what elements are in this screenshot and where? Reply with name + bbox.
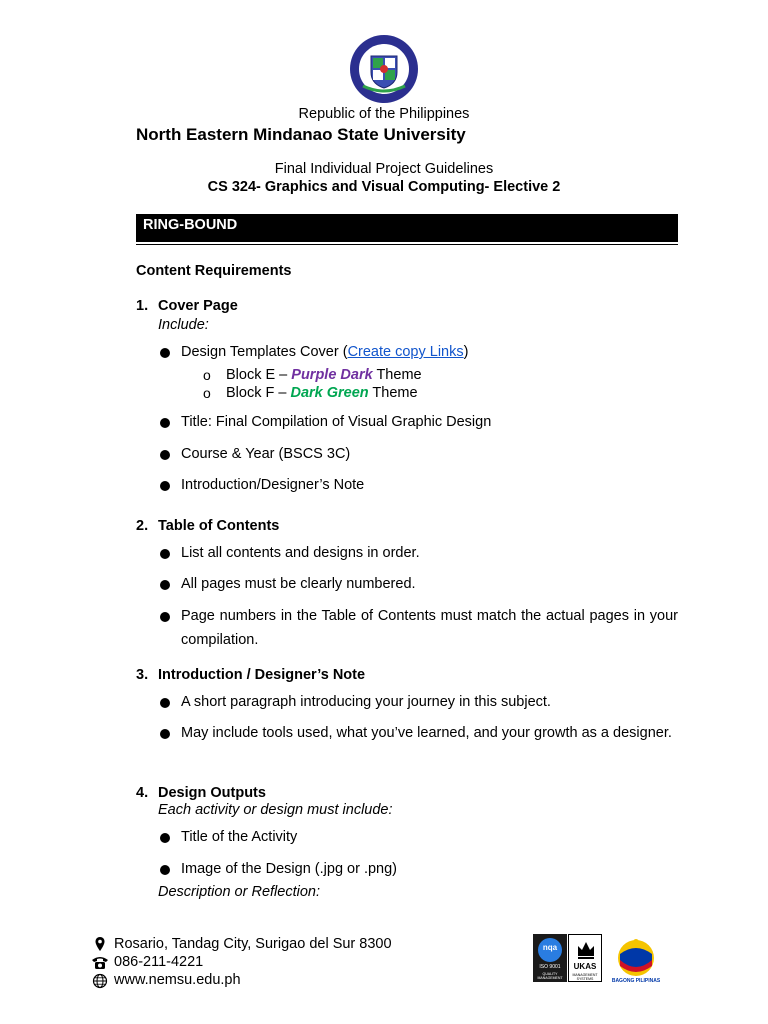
footer-phone: 086-211-4221 — [114, 954, 204, 970]
ukas-logo — [568, 934, 602, 982]
guidelines-title: Final Individual Project Guidelines — [274, 161, 494, 177]
sub-list-item — [226, 385, 418, 401]
banner-underline — [136, 244, 678, 245]
bullet-icon — [160, 729, 170, 739]
section-2-title: Table of Contents — [158, 518, 280, 534]
section-4-title: Design Outputs — [158, 785, 266, 801]
course-title: CS 324- Graphics and Visual Computing- Elective 2 — [207, 179, 561, 195]
section-1-title: Cover Page — [158, 298, 238, 314]
iso-logo-subtext: QUALITY MANAGEMENT — [537, 972, 563, 980]
section-4-intro: Each activity or design must include: — [158, 802, 393, 818]
sub-list-text: Block F – — [226, 385, 291, 401]
list-item: Title: Final Compilation of Visual Graphic Design — [181, 414, 492, 430]
sub-list-text: Block E – — [226, 367, 292, 383]
bullet-icon — [160, 450, 170, 460]
list-item: Course & Year (BSCS 3C) — [181, 446, 351, 462]
section-1-intro: Include: — [158, 317, 209, 333]
bagong-pilipinas-logo — [612, 934, 660, 978]
telephone-icon — [90, 954, 110, 970]
republic-line: Republic of the Philippines — [298, 106, 470, 122]
university-name: North Eastern Mindanao State University — [136, 125, 466, 144]
iso-logo-text: nqa — [542, 943, 558, 952]
iso-certification-logo — [533, 934, 567, 982]
sub-list-text: Theme — [372, 367, 422, 383]
university-seal-logo — [349, 34, 419, 104]
section-1-number: 1. — [136, 298, 149, 314]
bagong-pilipinas-text: BAGONG PILIPINAS — [611, 978, 661, 984]
section-4-closing: Description or Reflection: — [158, 884, 320, 900]
ukas-logo-subtext: MANAGEMENT SYSTEMS — [572, 973, 598, 981]
list-item: Image of the Design (.jpg or .png) — [181, 861, 398, 877]
bullet-icon — [160, 833, 170, 843]
sub-list-text: Theme — [368, 385, 418, 401]
bullet-icon — [160, 612, 170, 622]
list-item: Title of the Activity — [181, 829, 298, 845]
purple-theme-label: Purple Dark — [291, 367, 373, 383]
iso-logo-text: ISO 9001 — [539, 964, 561, 970]
bullet-icon — [160, 348, 170, 358]
list-item: May include tools used, what you’ve learned, and your growth as a designer. — [181, 725, 672, 741]
section-3-number: 3. — [136, 667, 149, 683]
globe-icon — [92, 973, 108, 989]
crown-icon — [576, 938, 596, 960]
bullet-icon — [160, 549, 170, 559]
bullet-icon — [160, 481, 170, 491]
bullet-icon — [160, 698, 170, 708]
section-3-title: Introduction / Designer’s Note — [158, 667, 366, 683]
green-theme-label: Dark Green — [290, 385, 369, 401]
list-item: Page numbers in the Table of Contents must match the actual pages in your compilation. — [181, 608, 678, 648]
list-item: List all contents and designs in order. — [181, 545, 420, 561]
location-pin-icon — [92, 936, 108, 952]
ukas-logo-text: UKAS — [573, 962, 597, 971]
banner-label: RING-BOUND — [143, 217, 238, 233]
footer-website[interactable]: www.nemsu.edu.ph — [114, 972, 241, 988]
create-copy-link[interactable]: Create copy Links — [347, 344, 464, 360]
section-4-number: 4. — [136, 785, 149, 801]
sub-list-item — [226, 367, 422, 383]
section-banner — [136, 214, 678, 242]
list-item-text: Design Templates Cover ( — [181, 344, 348, 360]
bullet-icon — [160, 865, 170, 875]
bullet-icon — [160, 580, 170, 590]
list-item — [181, 340, 468, 364]
list-item: All pages must be clearly numbered. — [181, 576, 416, 592]
bullet-icon — [160, 418, 170, 428]
content-requirements-heading: Content Requirements — [136, 263, 292, 279]
list-item: Introduction/Designer’s Note — [181, 477, 365, 493]
list-item-text: ) — [463, 344, 469, 360]
section-2-number: 2. — [136, 518, 149, 534]
sub-bullet-marker: o — [203, 367, 211, 383]
list-item: A short paragraph introducing your journey in this subject. — [181, 694, 551, 710]
sub-bullet-marker: o — [203, 385, 211, 401]
footer-address: Rosario, Tandag City, Surigao del Sur 8300 — [114, 936, 392, 952]
